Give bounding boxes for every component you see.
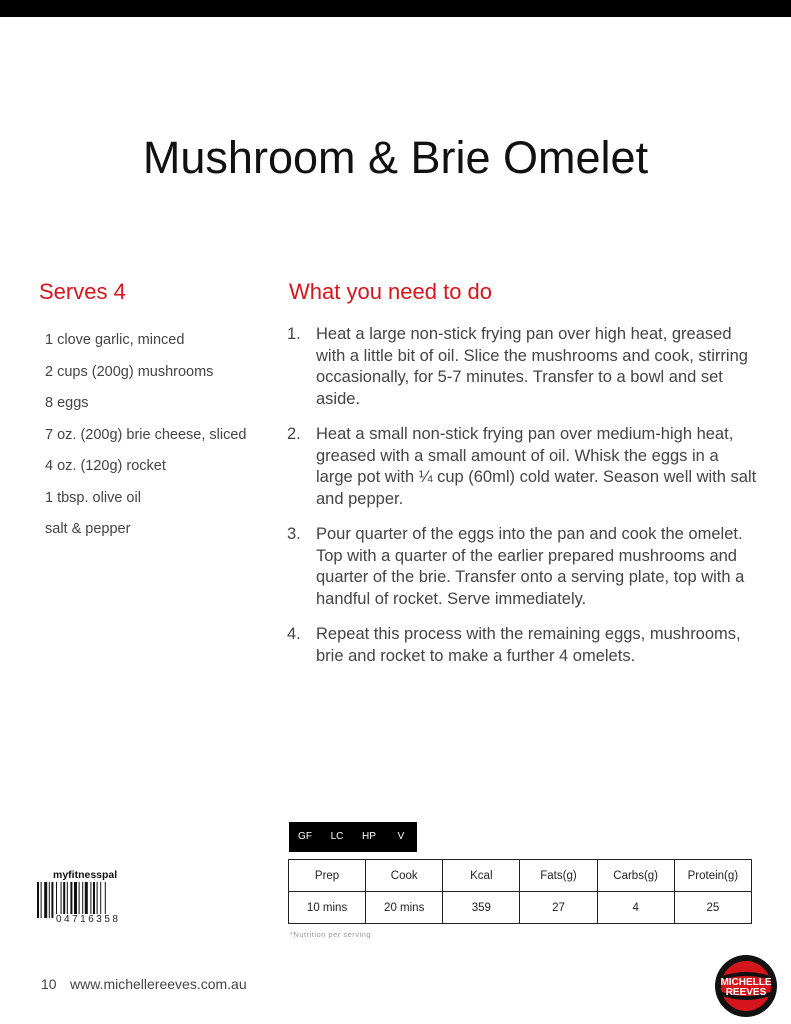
ingredient-item: salt & pepper: [45, 521, 131, 537]
diet-tag: HP: [362, 831, 376, 842]
ingredient-item: 1 clove garlic, minced: [45, 332, 185, 348]
website-link[interactable]: www.michellereeves.com.au: [70, 976, 247, 992]
step-number: 4.: [287, 625, 301, 643]
step-list: [287, 324, 757, 681]
step-text: Repeat this process with the remaining eggs, mushrooms, brie and rocket to make a further 4 omelets.: [316, 625, 741, 665]
nutrition-header-cell: Cook: [366, 860, 443, 892]
top-bar: [0, 0, 791, 17]
nutrition-header-cell: Protein(g): [674, 860, 751, 892]
nutrition-header-cell: Prep: [289, 860, 366, 892]
recipe-title: Mushroom & Brie Omelet: [142, 132, 649, 183]
serves-heading: Serves 4: [39, 279, 126, 304]
barcode-icon[interactable]: [37, 882, 127, 918]
ingredient-item: 8 eggs: [45, 395, 89, 411]
step-number: 2.: [287, 425, 301, 443]
nutrition-value-cell: 27: [520, 892, 597, 924]
logo-line1: MICHELLE: [720, 977, 772, 988]
step-text: Pour quarter of the eggs into the pan and cook the omelet. Top with a quarter of the earlier prepared mushrooms and quarter of the brie. Transfer onto a serving plate, top with a handful of rocket. Serve immediately.: [316, 525, 745, 608]
ingredient-item: 2 cups (200g) mushrooms: [45, 363, 214, 380]
nutrition-table: [288, 859, 752, 924]
ingredient-item: 4 oz. (120g) rocket: [45, 458, 166, 474]
steps-heading: What you need to do: [289, 279, 493, 304]
ingredient-item: 1 tbsp. olive oil: [45, 489, 141, 506]
step-text: Heat a large non-stick frying pan over high heat, greased with a little bit of oil. Slice the mushrooms and cook, stirring occasionally, for 5-7 minutes. Transfer to a bowl and set aside.: [316, 325, 748, 408]
diet-tag: GF: [298, 831, 312, 842]
diet-tag: LC: [330, 831, 344, 842]
step-number: 3.: [287, 525, 301, 543]
step-text: Heat a small non-stick frying pan over medium-high heat, greased with a small amount of oil. Whisk the eggs in a large pot with ¼ cup (60ml) cold water. Season well with salt and pepper.: [316, 425, 757, 508]
page-number: 10: [41, 976, 57, 992]
nutrition-value-cell: 20 mins: [366, 892, 443, 924]
myfitnesspal-label: myfitnesspal: [53, 869, 118, 881]
nutrition-header-cell: Fats(g): [520, 860, 597, 892]
nutrition-header-cell: Carbs(g): [597, 860, 674, 892]
nutrition-header-cell: Kcal: [443, 860, 520, 892]
nutrition-value-cell: 25: [674, 892, 751, 924]
ingredient-list: [45, 330, 247, 551]
ingredient-item: 7 oz. (200g) brie cheese, sliced: [45, 426, 247, 443]
step-number: 1.: [287, 325, 301, 343]
nutrition-value-cell: 10 mins: [289, 892, 366, 924]
step-item: [287, 324, 757, 410]
nutrition-header-row: [289, 860, 752, 892]
nutrition-note: *Nutrition per serving: [290, 930, 372, 939]
michelle-reeves-logo: [714, 954, 778, 1018]
diet-tag: V: [397, 831, 405, 842]
step-item: [287, 524, 757, 610]
nutrition-value-row: [289, 892, 752, 924]
nutrition-value-cell: 4: [597, 892, 674, 924]
barcode-number: 04716358: [56, 914, 121, 925]
diet-tags: [289, 822, 417, 852]
step-item: [287, 624, 757, 667]
nutrition-value-cell: 359: [443, 892, 520, 924]
logo-line2: REEVES: [725, 987, 767, 998]
step-item: [287, 424, 757, 510]
